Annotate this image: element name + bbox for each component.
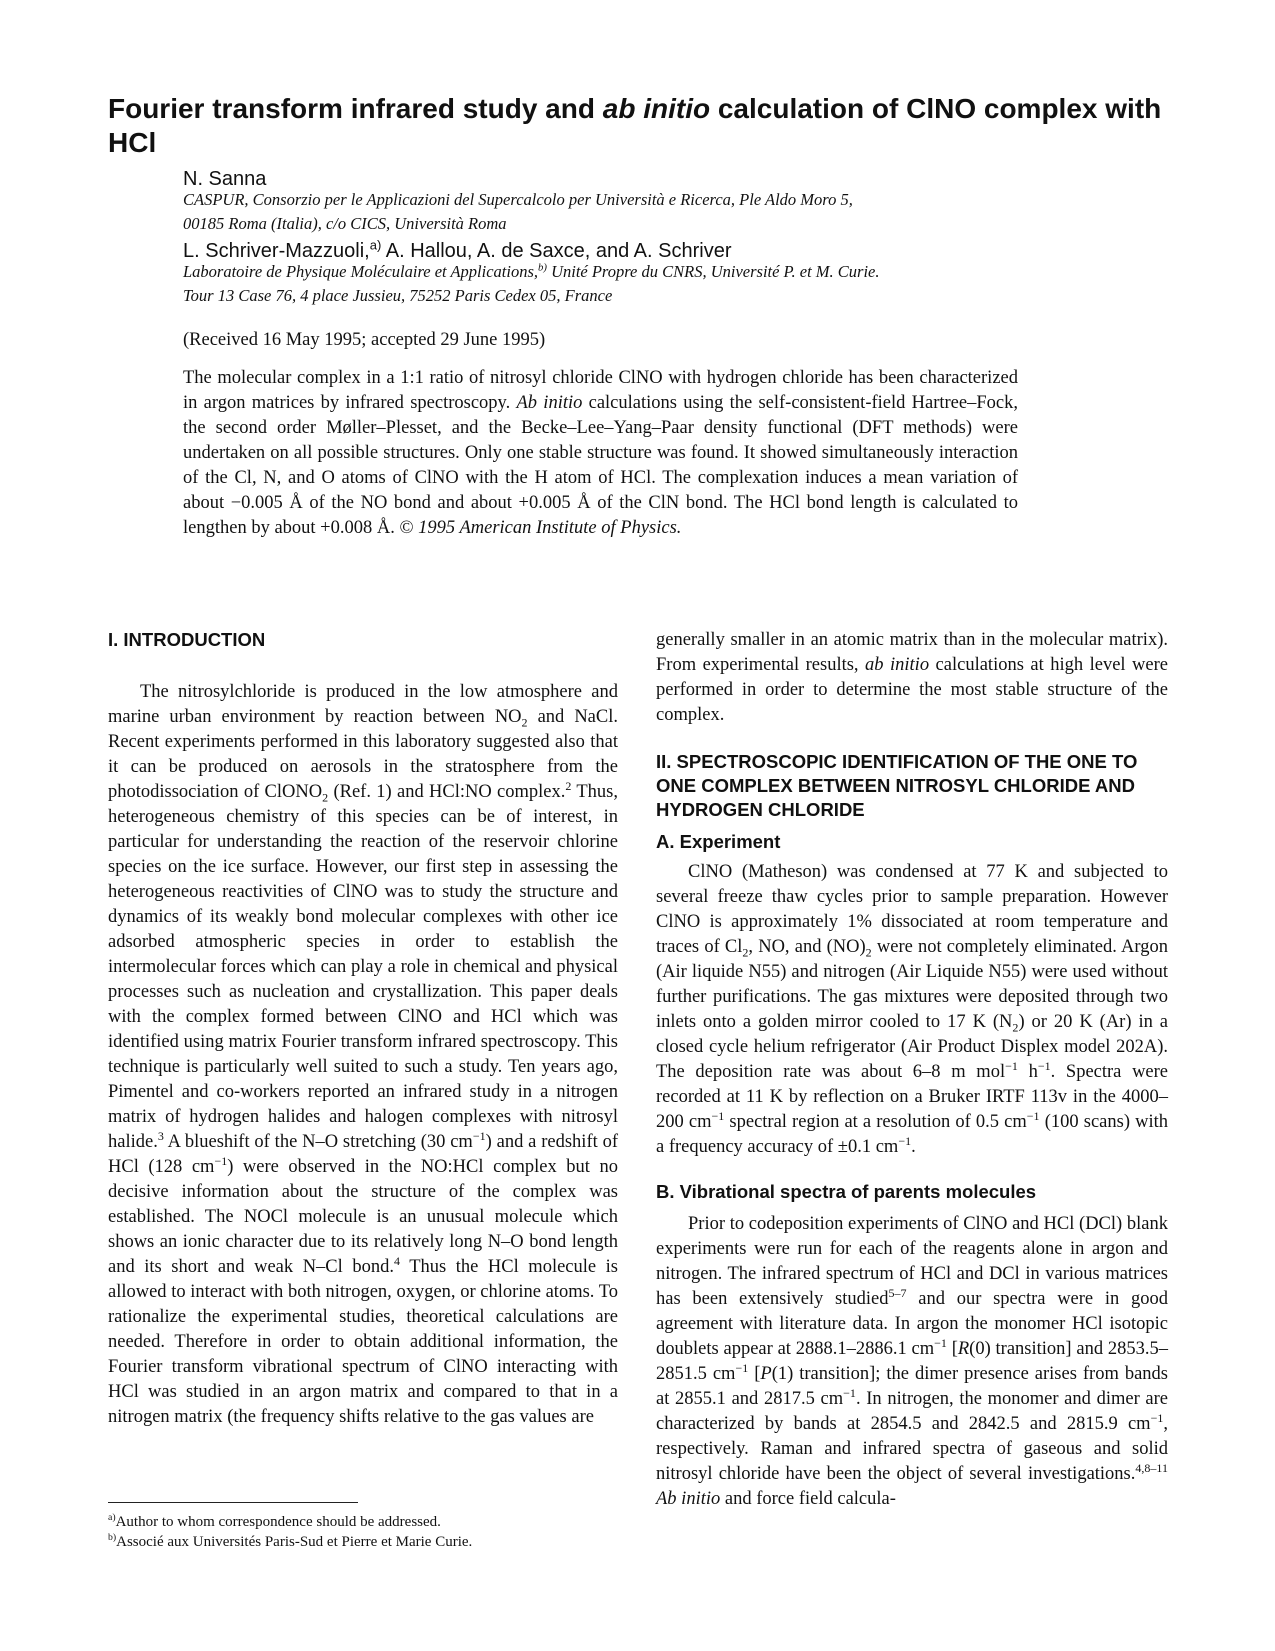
left-column	[108, 628, 618, 1430]
section-heading-spectroscopic: II. SPECTROSCOPIC IDENTIFICATION OF THE ONE TO ONE COMPLEX BETWEEN NITROSYL CHLORIDE AND HYDROGEN CHLORIDE	[656, 751, 1138, 820]
intro-paragraph: The nitrosylchloride is produced in the low atmosphere and marine urban environment by reaction between $NO_2$ and NaCl. Recent experiments performed in this laboratory suggested also that it can be produced on aerosols in the stratosphere from the photodissociation of ClONO$_2$ (Ref. 1) and HCl:NO complex.$^2$ Thus, heterogeneous chemistry of this species can be of interest, in particular for understanding the reaction of the reservoir chlorine species on the ice surface. However, our first step in assessing the heterogeneous reactivities of ClNO was to study the structure and dynamics of its weakly bond molecular complexes with other ice adsorbed atmospheric species in order to establish the intermolecular forces which can play a role in chemical and physical processes such as nucleation and crystallization. This paper deals with the complex formed between ClNO and HCl which was identified using matrix Fourier transform infrared spectroscopy. This technique is particularly well suited to such a study. Ten years ago, Pimentel and co-workers reported an infrared study in a nitrogen matrix of hydrogen halides and halogen complexes with nitrosyl halide.$^3$ A blueshift of the N–O stretching (30 $cm^{-1}$) and a redshift of HCl (128 $cm^{-1}$) were observed in the NO:HCl complex but no decisive information about the structure of the complex was established. The NOCl molecule is an unusual molecule which shows an ionic character due to its relatively long N–O bond length and its short and weak N–Cl bond.$^4$ Thus the HCl molecule is allowed to interact with both nitrogen, oxygen, or chlorine atoms. To rationalize the experimental studies, theoretical calculations are needed. Therefore in order to obtain additional information, the Fourier transform vibrational spectrum of ClNO interacting with HCl was studied in an argon matrix and compared to that in a nitrogen matrix (the frequency shifts relative to the gas values are	[108, 682, 618, 1427]
affiliation-1: CASPUR, Consorzio per le Applicazioni del Supercalcolo per Università e Ricerca, Ple Aldo Moro 5, 00185 Roma (Italia), c/o CICS, Università Roma	[183, 190, 853, 233]
subsection-heading-vibrational: B. Vibrational spectra of parents molecules	[656, 1181, 1037, 1202]
right-column	[656, 628, 1168, 1512]
subsection-heading-experiment: A. Experiment	[656, 831, 781, 852]
author-line-1: N. Sanna	[183, 168, 267, 190]
affiliation-2: Laboratoire de Physique Moléculaire et Applications,$^{b)}$ Unité Propre du CNRS, Université P. et M. Curie. Tour 13 Case 76, 4 place Jussieu, 75252 Paris Cedex 05, France	[183, 261, 880, 305]
footnote-divider	[108, 1502, 358, 1503]
intro-continuation: generally smaller in an atomic matrix than in the molecular matrix). From experimental results, ab initio calculations at high level were performed in order to determine the most stable structure of the complex.	[656, 630, 1168, 725]
author-line-2: L. Schriver-Mazzuoli,$^{a)}$ A. Hallou, A. de Saxce, and A. Schriver	[183, 237, 732, 262]
paper-title: Fourier transform infrared study and ab initio calculation of ClNO complex with HCl	[108, 93, 1162, 158]
vibrational-paragraph: Prior to codeposition experiments of ClNO and HCl (DCl) blank experiments were run for each of the reagents alone in argon and nitrogen. The infrared spectrum of HCl and DCl in various matrices has been extensively studied$^{5-7}$ and our spectra were in good agreement with literature data. In argon the monomer HCl isotopic doublets appear at 2888.1–2886.1 $cm^{-1}$ [R(0) transition] and 2853.5–2851.5 $cm^{-1}$ [P(1) transition]; the dimer presence arises from bands at 2855.1 and 2817.5 $cm^{-1}$. In nitrogen, the monomer and dimer are characterized by bands at 2854.5 and 2842.5 and 2815.9 $cm^{-1}$, respectively. Raman and infrared spectra of gaseous and solid nitrosyl chloride have been the object of several investigations.$^{4,8-11}$ Ab initio and force field calcula-	[656, 1214, 1168, 1509]
section-heading-introduction: I. INTRODUCTION	[108, 629, 266, 650]
footnote-b: $^{b)}$Associé aux Universités Paris-Sud et Pierre et Marie Curie.	[108, 1532, 473, 1550]
received-dates: (Received 16 May 1995; accepted 29 June 1995)	[183, 330, 546, 350]
footnote-a: $^{a)}$Author to whom correspondence should be addressed.	[108, 1512, 441, 1530]
experiment-paragraph: ClNO (Matheson) was condensed at 77 K and subjected to several freeze thaw cycles prior to sample preparation. However ClNO is approximately 1% dissociated at room temperature and traces of $Cl_2$, NO, and $(NO)_2$ were not completely eliminated. Argon (Air liquide N55) and nitrogen (Air Liquide N55) were used without further purifications. The gas mixtures were deposited through two inlets onto a golden mirror cooled to 17 K $(N_2)$ or 20 K (Ar) in a closed cycle helium refrigerator (Air Product Displex model 202A). The deposition rate was about 6–8 m mol$^{-1}$ $h^{-1}$. Spectra were recorded at 11 K by reflection on a Bruker IRTF 113v in the 4000–200 $cm^{-1}$ spectral region at a resolution of 0.5 $cm^{-1}$ (100 scans) with a frequency accuracy of ±0.1 $cm^{-1}$.	[656, 862, 1169, 1157]
abstract: The molecular complex in a 1:1 ratio of nitrosyl chloride ClNO with hydrogen chloride has been characterized in argon matrices by infrared spectroscopy. Ab initio calculations using the self-consistent-field Hartree–Fock, the second order Møller–Plesset, and the Becke–Lee–Yang–Paar density functional (DFT methods) were undertaken on all possible structures. Only one stable structure was found. It showed simultaneously interaction of the Cl, N, and O atoms of ClNO with the H atom of HCl. The complexation induces a mean variation of about −0.005 Å of the NO bond and about +0.005 Å of the ClN bond. The HCl bond length is calculated to lengthen by about +0.008 Å. © 1995 American Institute of Physics.	[183, 368, 1018, 538]
